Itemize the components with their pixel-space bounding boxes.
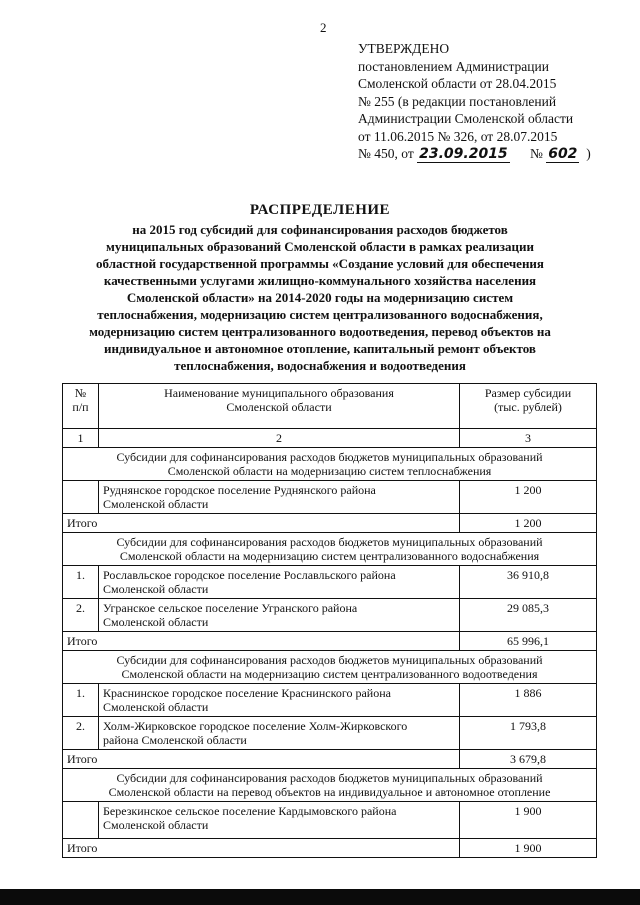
- row-name-line: Смоленской области: [103, 582, 209, 596]
- section-heading-line: Субсидии для софинансирования расходов бюджетов муниципальных образований: [116, 450, 543, 464]
- approval-last-prefix: № 450, от: [358, 146, 414, 161]
- approval-line: постановлением Администрации: [358, 58, 549, 74]
- section-heading: [63, 533, 597, 566]
- header-num-line: п/п: [72, 400, 89, 414]
- row-name-line: Смоленской области: [103, 700, 209, 714]
- section-heading-row: [63, 448, 597, 481]
- header-num-line: №: [74, 386, 87, 400]
- subtitle-line: теплоснабжения, водоснабжения и водоотведения: [174, 358, 466, 373]
- row-name: [99, 566, 460, 599]
- row-name-line: Угранское сельское поселение Угранского района: [103, 601, 358, 615]
- row-num: [63, 802, 99, 839]
- header-amount: [460, 384, 597, 429]
- row-amount: 1 886: [460, 684, 597, 717]
- subtitle-line: качественными услугами жилищно-коммунального хозяйства населения: [103, 273, 537, 288]
- row-name-line: Руднянское городское поселение Руднянского района: [103, 483, 376, 497]
- header-amount-line: (тыс. рублей): [494, 400, 562, 414]
- row-name: [99, 717, 460, 750]
- page-number: 2: [320, 20, 327, 35]
- table-row: [63, 802, 597, 839]
- total-amount: 1 200: [460, 514, 597, 533]
- row-num: 2.: [63, 599, 99, 632]
- total-label: Итого: [63, 514, 460, 533]
- total-amount: 3 679,8: [460, 750, 597, 769]
- header-amount-line: Размер субсидии: [484, 386, 572, 400]
- section-heading: [63, 769, 597, 802]
- header-num: [63, 384, 99, 429]
- section-heading: [63, 448, 597, 481]
- column-number-row: [63, 429, 597, 448]
- row-name: [99, 802, 460, 839]
- section-heading-line: Смоленской области на модернизацию систем централизованного водоотведения: [121, 667, 538, 681]
- row-num: 1.: [63, 566, 99, 599]
- distribution-table: [62, 383, 597, 858]
- row-name-line: Смоленской области: [103, 818, 209, 832]
- approval-stamp: [358, 40, 628, 164]
- section-heading-row: [63, 651, 597, 684]
- handwritten-number: 602: [548, 146, 578, 162]
- approval-last-line: [358, 145, 628, 164]
- table-row: [63, 566, 597, 599]
- approval-number-label: №: [529, 146, 543, 161]
- document-subtitle: [40, 221, 600, 374]
- row-amount: 1 900: [460, 802, 597, 839]
- total-label: Итого: [63, 839, 460, 858]
- approval-line: от 11.06.2015 № 326, от 28.07.2015: [358, 128, 558, 144]
- header-name-line: Наименование муниципального образования: [164, 386, 394, 400]
- row-amount: 1 200: [460, 481, 597, 514]
- total-row: [63, 514, 597, 533]
- row-name-line: района Смоленской области: [103, 733, 247, 747]
- total-row: [63, 839, 597, 858]
- subtitle-line: индивидуальное и автономное отопление, капитальный ремонт объектов: [104, 341, 536, 356]
- column-number: 3: [460, 429, 597, 448]
- row-name-line: Смоленской области: [103, 497, 209, 511]
- row-num: 1.: [63, 684, 99, 717]
- header-name: [99, 384, 460, 429]
- approval-line: Смоленской области от 28.04.2015: [358, 76, 557, 91]
- subtitle-line: теплоснабжения, модернизацию систем централизованного водоснабжения,: [97, 307, 543, 322]
- row-num: 2.: [63, 717, 99, 750]
- total-row: [63, 632, 597, 651]
- approval-line: Администрации Смоленской области: [358, 111, 574, 126]
- row-amount: 36 910,8: [460, 566, 597, 599]
- section-heading-line: Смоленской области на модернизацию систем централизованного водоснабжения: [119, 549, 540, 563]
- subtitle-line: на 2015 год субсидий для софинансирования расходов бюджетов: [132, 222, 508, 237]
- row-num: [63, 481, 99, 514]
- subtitle-line: Смоленской области» на 2014-2020 годы на модернизацию систем: [126, 290, 514, 305]
- approval-line: УТВЕРЖДЕНО: [358, 41, 450, 56]
- section-heading-line: Смоленской области на модернизацию систем теплоснабжения: [167, 464, 492, 478]
- approval-last-suffix: ): [586, 146, 591, 161]
- row-amount: 29 085,3: [460, 599, 597, 632]
- row-amount: 1 793,8: [460, 717, 597, 750]
- row-name-line: Краснинское городское поселение Краснинского района: [103, 686, 391, 700]
- total-row: [63, 750, 597, 769]
- section-heading-line: Субсидии для софинансирования расходов бюджетов муниципальных образований: [116, 771, 543, 785]
- total-amount: 65 996,1: [460, 632, 597, 651]
- section-heading: [63, 651, 597, 684]
- subtitle-line: областной государственной программы «Создание условий для обеспечения: [96, 256, 544, 271]
- row-name: [99, 481, 460, 514]
- table-row: [63, 717, 597, 750]
- table-header-row: [63, 384, 597, 429]
- section-heading-line: Субсидии для софинансирования расходов бюджетов муниципальных образований: [116, 653, 543, 667]
- scan-border: [0, 889, 640, 905]
- row-name-line: Холм-Жирковское городское поселение Холм-Жирковского: [103, 719, 408, 733]
- row-name-line: Смоленской области: [103, 615, 209, 629]
- handwritten-date: 23.09.2015: [419, 146, 508, 162]
- subtitle-line: муниципальных образований Смоленской области в рамках реализации: [106, 239, 534, 254]
- section-heading-row: [63, 769, 597, 802]
- row-name: [99, 599, 460, 632]
- total-amount: 1 900: [460, 839, 597, 858]
- column-number: 1: [63, 429, 99, 448]
- total-label: Итого: [63, 632, 460, 651]
- section-heading-line: Смоленской области на перевод объектов на индивидуальное и автономное отопление: [108, 785, 551, 799]
- table-row: [63, 599, 597, 632]
- table-row: [63, 684, 597, 717]
- row-name: [99, 684, 460, 717]
- approval-line: № 255 (в редакции постановлений: [358, 93, 557, 109]
- section-heading-line: Субсидии для софинансирования расходов бюджетов муниципальных образований: [116, 535, 543, 549]
- document-title: РАСПРЕДЕЛЕНИЕ: [249, 202, 391, 218]
- column-number: 2: [99, 429, 460, 448]
- row-name-line: Рославльское городское поселение Рославльского района: [103, 568, 396, 582]
- table-row: [63, 481, 597, 514]
- section-heading-row: [63, 533, 597, 566]
- row-name-line: Березкинское сельское поселение Кардымовского района: [103, 804, 397, 818]
- subtitle-line: модернизацию систем централизованного водоотведения, перевод объектов на: [89, 324, 551, 339]
- total-label: Итого: [63, 750, 460, 769]
- header-name-line: Смоленской области: [226, 400, 332, 414]
